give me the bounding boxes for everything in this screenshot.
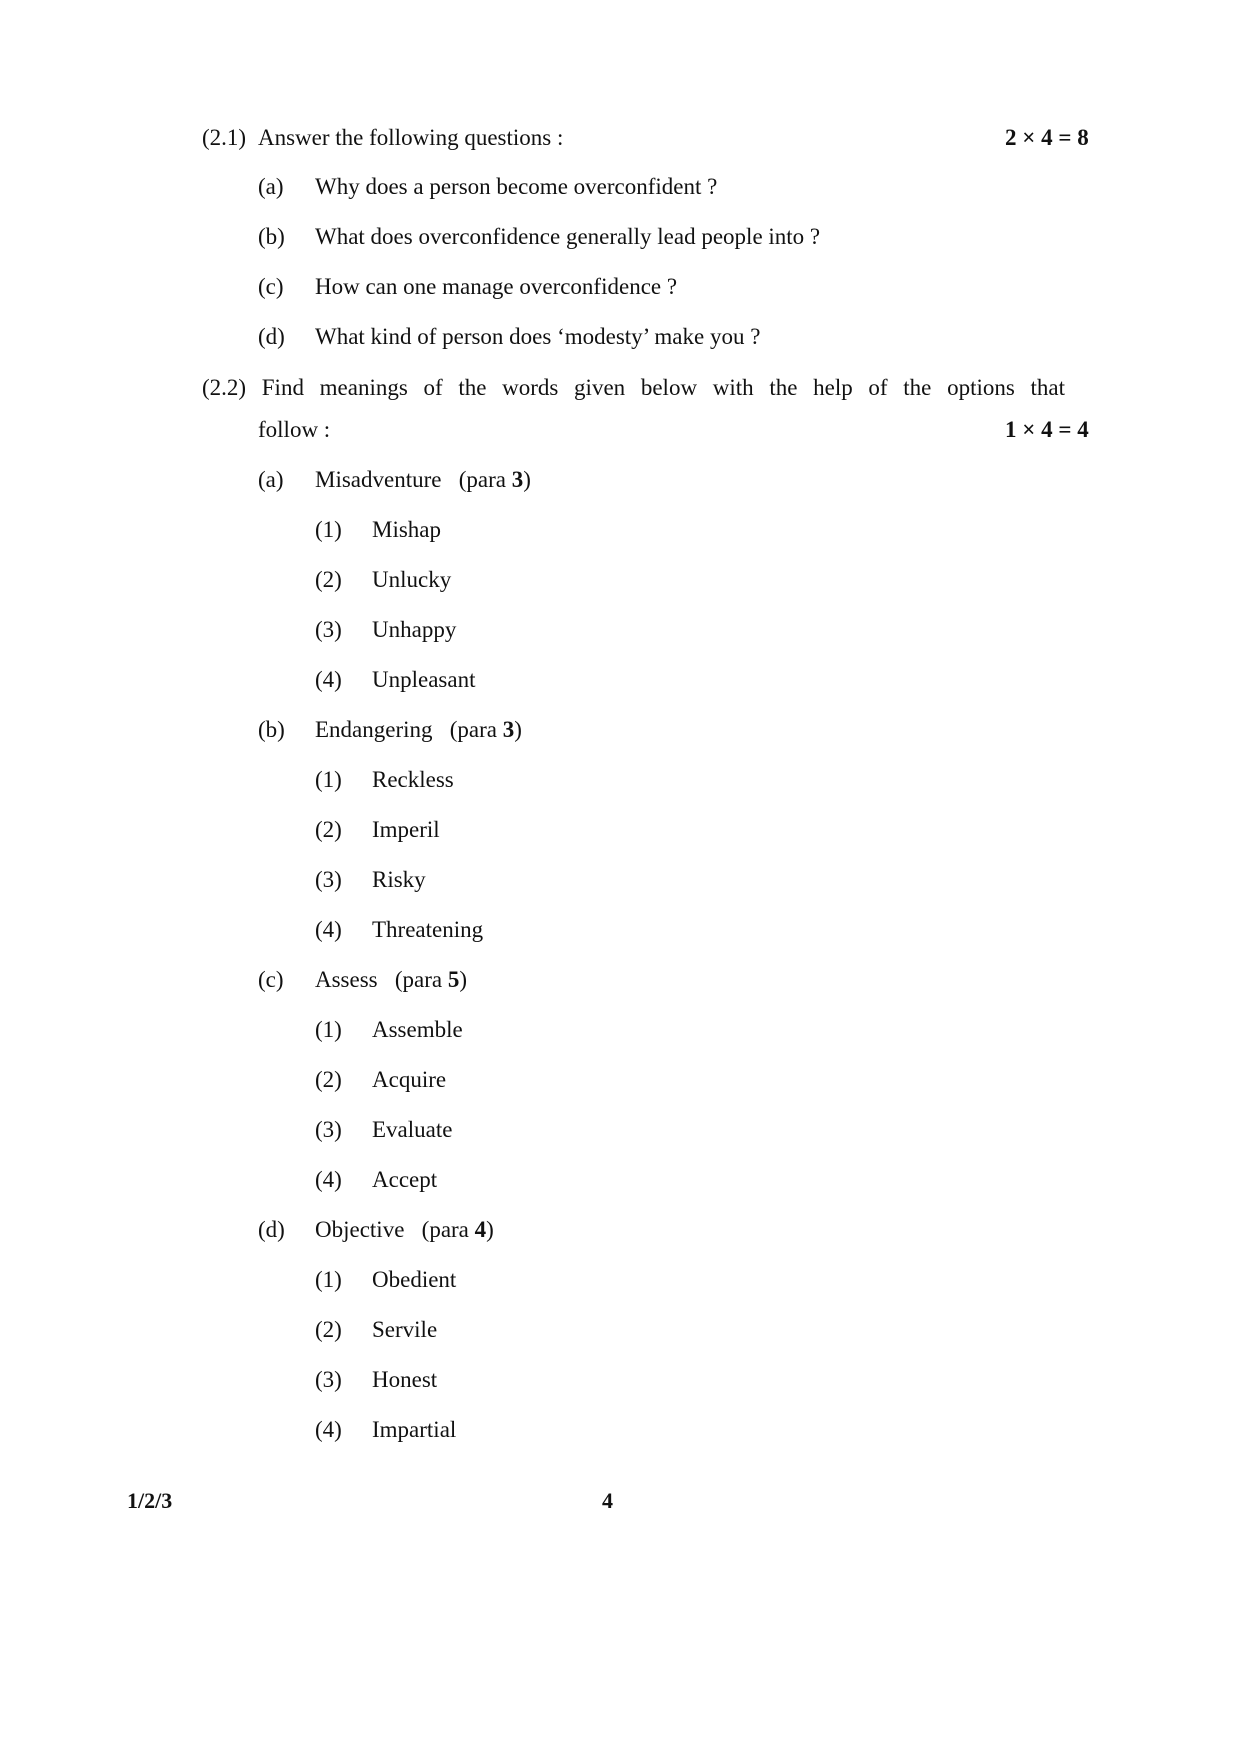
option-text: Servile bbox=[372, 1317, 438, 1342]
option-label: (1) bbox=[315, 1267, 342, 1292]
option-text: Obedient bbox=[372, 1267, 457, 1292]
option-text: Acquire bbox=[372, 1067, 447, 1092]
option-label: (2) bbox=[315, 567, 342, 592]
option-text: Assemble bbox=[372, 1017, 463, 1042]
option-label: (3) bbox=[315, 617, 342, 642]
para-ref: (para 5) bbox=[394, 967, 468, 992]
sub-question-text: What does overconfidence generally lead people into ? bbox=[315, 224, 821, 249]
option-text: Impartial bbox=[372, 1417, 457, 1442]
vocab-item-label: (c) bbox=[258, 967, 284, 992]
option-text: Unlucky bbox=[372, 567, 452, 592]
question-text: Answer the following questions : bbox=[258, 125, 564, 150]
option-text: Unpleasant bbox=[372, 667, 476, 692]
sub-question-label: (c) bbox=[258, 274, 284, 299]
sub-question-label: (d) bbox=[258, 324, 285, 349]
marks-label: 2 × 4 = 8 bbox=[1005, 125, 1089, 150]
vocab-word: Misadventure (para 3) bbox=[315, 467, 531, 492]
paper-code: 1/2/3 bbox=[127, 1488, 173, 1513]
page-number: 4 bbox=[602, 1488, 613, 1513]
option-label: (3) bbox=[315, 1367, 342, 1392]
option-text: Risky bbox=[372, 867, 426, 892]
vocab-word: Endangering (para 3) bbox=[315, 717, 522, 742]
vocab-word: Assess (para 5) bbox=[315, 967, 468, 992]
sub-question-text: What kind of person does ‘modesty’ make you ? bbox=[315, 324, 761, 349]
option-text: Unhappy bbox=[372, 617, 457, 642]
option-text: Threatening bbox=[372, 917, 484, 942]
option-label: (2) bbox=[315, 1067, 342, 1092]
para-ref: (para 3) bbox=[449, 717, 522, 742]
vocab-item-label: (a) bbox=[258, 467, 284, 492]
vocab-item-label: (b) bbox=[258, 717, 285, 742]
option-label: (2) bbox=[315, 817, 342, 842]
option-label: (3) bbox=[315, 867, 342, 892]
option-text: Imperil bbox=[372, 817, 440, 842]
para-ref: (para 3) bbox=[458, 467, 531, 492]
option-text: Evaluate bbox=[372, 1117, 453, 1142]
option-label: (1) bbox=[315, 1017, 342, 1042]
option-text: Mishap bbox=[372, 517, 441, 542]
option-label: (4) bbox=[315, 1167, 342, 1192]
option-label: (2) bbox=[315, 1317, 342, 1342]
sub-question-text: How can one manage overconfidence ? bbox=[315, 274, 678, 299]
sub-question-label: (b) bbox=[258, 224, 285, 249]
option-text: Accept bbox=[372, 1167, 438, 1192]
option-label: (1) bbox=[315, 517, 342, 542]
vocab-word: Objective (para 4) bbox=[315, 1217, 494, 1242]
question-text: follow : bbox=[258, 417, 331, 442]
option-text: Honest bbox=[372, 1367, 438, 1392]
option-label: (4) bbox=[315, 667, 342, 692]
sub-question-label: (a) bbox=[258, 174, 284, 199]
option-label: (4) bbox=[315, 917, 342, 942]
option-text: Reckless bbox=[372, 767, 454, 792]
option-label: (4) bbox=[315, 1417, 342, 1442]
question-2-2-text: (2.2) Find meanings of the words given below with the help of the options that bbox=[202, 375, 1065, 400]
marks-label: 1 × 4 = 4 bbox=[1005, 417, 1089, 442]
option-label: (1) bbox=[315, 767, 342, 792]
vocab-item-label: (d) bbox=[258, 1217, 285, 1242]
sub-question-text: Why does a person become overconfident ? bbox=[315, 174, 718, 199]
para-ref: (para 4) bbox=[421, 1217, 494, 1242]
option-label: (3) bbox=[315, 1117, 342, 1142]
question-number: (2.1) bbox=[202, 125, 247, 150]
